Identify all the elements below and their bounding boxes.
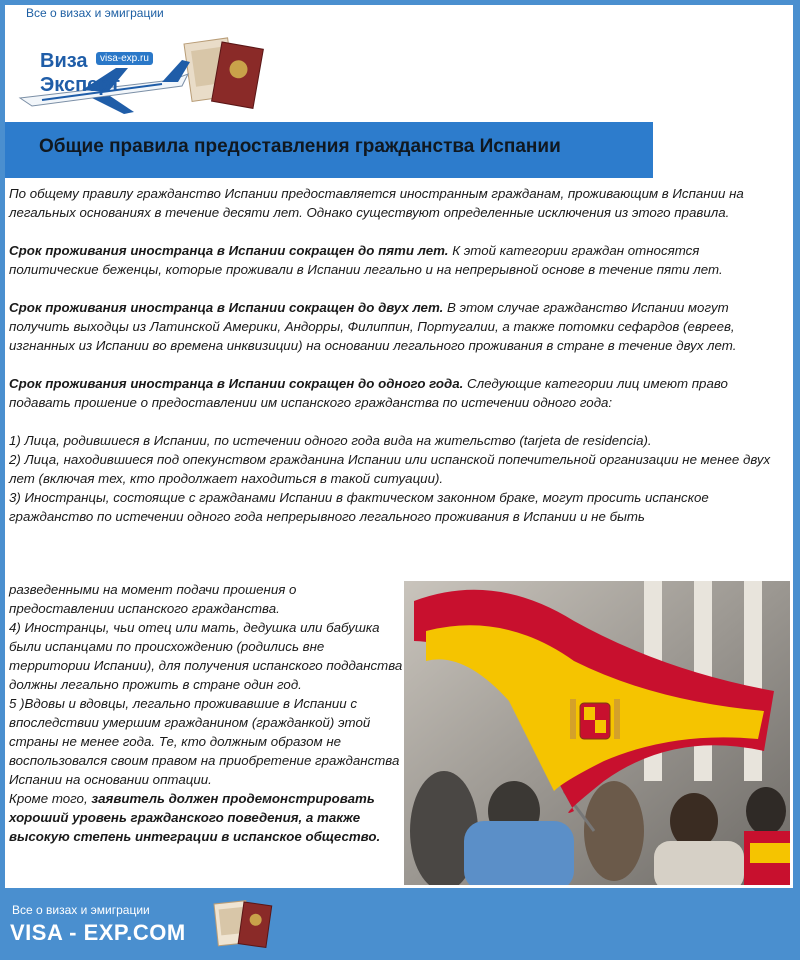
footer-tagline: Все о визах и эмиграции	[12, 903, 150, 917]
logo-url-badge: visa-exp.ru	[96, 52, 153, 65]
logo-word-visa: Виза	[40, 50, 88, 72]
list-item-5: 5 )Вдовы и вдовцы, легально проживавшие в Испании с впоследствии умершим гражданином (гражданкой) этой страны не менее года. Те, кто должным образом не воспользовался своим правом на приобретение гражданства Испании на основании оптации.	[9, 696, 400, 787]
list-item-2: 2) Лица, находившиеся под опекунством гражданина Испании или испанской попечительной организации не менее двух лет (включая тех, кто продолжает находиться в такой ситуации).	[9, 452, 771, 486]
passport-logo-icon	[208, 898, 280, 950]
site-logo[interactable]	[12, 24, 272, 116]
article-body-narrow	[9, 580, 403, 846]
section-five-years	[9, 241, 781, 279]
closing-lead: Кроме того,	[9, 791, 92, 806]
spanish-flag-photo	[404, 581, 790, 885]
flag-photo-illustration	[404, 581, 790, 885]
closing-bold: заявитель должен продемонстрировать хороший уровень гражданского поведения, а также высокую степень интеграции в испанское общество.	[9, 791, 381, 844]
section-heading: Срок проживания иностранца в Испании сокращен до двух лет.	[9, 300, 444, 315]
list-item-4: 4) Иностранцы, чьи отец или мать, дедушка или бабушка были испанцами по происхождению (родились вне территории Испании), для получения испанского подданства должны легально прожить в стране один год.	[9, 620, 403, 692]
section-two-years	[9, 298, 781, 355]
footer-logo[interactable]: VISA - EXP.COM	[10, 920, 186, 945]
section-heading: Срок проживания иностранца в Испании сокращен до одного года.	[9, 376, 464, 391]
list-item-3-cont: разведенными на момент подачи прошения о предоставлении испанского гражданства.	[9, 582, 297, 616]
section-text: К этой категории граждан относятся политические беженцы, которые проживали в Испании легально и на непрерывной основе в течение пяти лет.	[9, 243, 723, 277]
section-one-year	[9, 374, 781, 412]
site-tagline: Все о визах и эмиграции	[26, 6, 164, 20]
logo-word-expert: Эксперт	[40, 74, 121, 96]
article-body	[9, 184, 781, 526]
list-item-3: 3) Иностранцы, состоящие с гражданами Испании в фактическом законном браке, могут просить испанское гражданство по истечении одного года непрерывного легального проживания в Испании и не быть	[9, 490, 709, 524]
section-text: Следующие категории лиц имеют право подавать прошение о предоставлении им испанского гражданства по истечении одного года:	[9, 376, 728, 410]
intro-paragraph: По общему правилу гражданство Испании предоставляется иностранным гражданам, проживающим в Испании на легальных основаниях в течение десяти лет. Однако существуют определенные исключения из этого правила.	[9, 186, 744, 220]
section-heading: Срок проживания иностранца в Испании сокращен до пяти лет.	[9, 243, 449, 258]
title-bar	[5, 122, 653, 178]
section-text: В этом случае гражданство Испании могут получить выходцы из Латинской Америки, Андорры, Филиппин, Португалии, а также потомки сефардов (евреев, изгнанных из Испании во времена инквизиции) на основании легального проживания в стране в течение двух лет.	[9, 300, 737, 353]
page-title: Общие правила предоставления гражданства Испании	[39, 136, 561, 157]
closing-paragraph	[9, 789, 403, 846]
list-item-1: 1) Лица, родившиеся в Испании, по истечении одного года вида на жительство (tarjeta de residencia).	[9, 433, 652, 448]
